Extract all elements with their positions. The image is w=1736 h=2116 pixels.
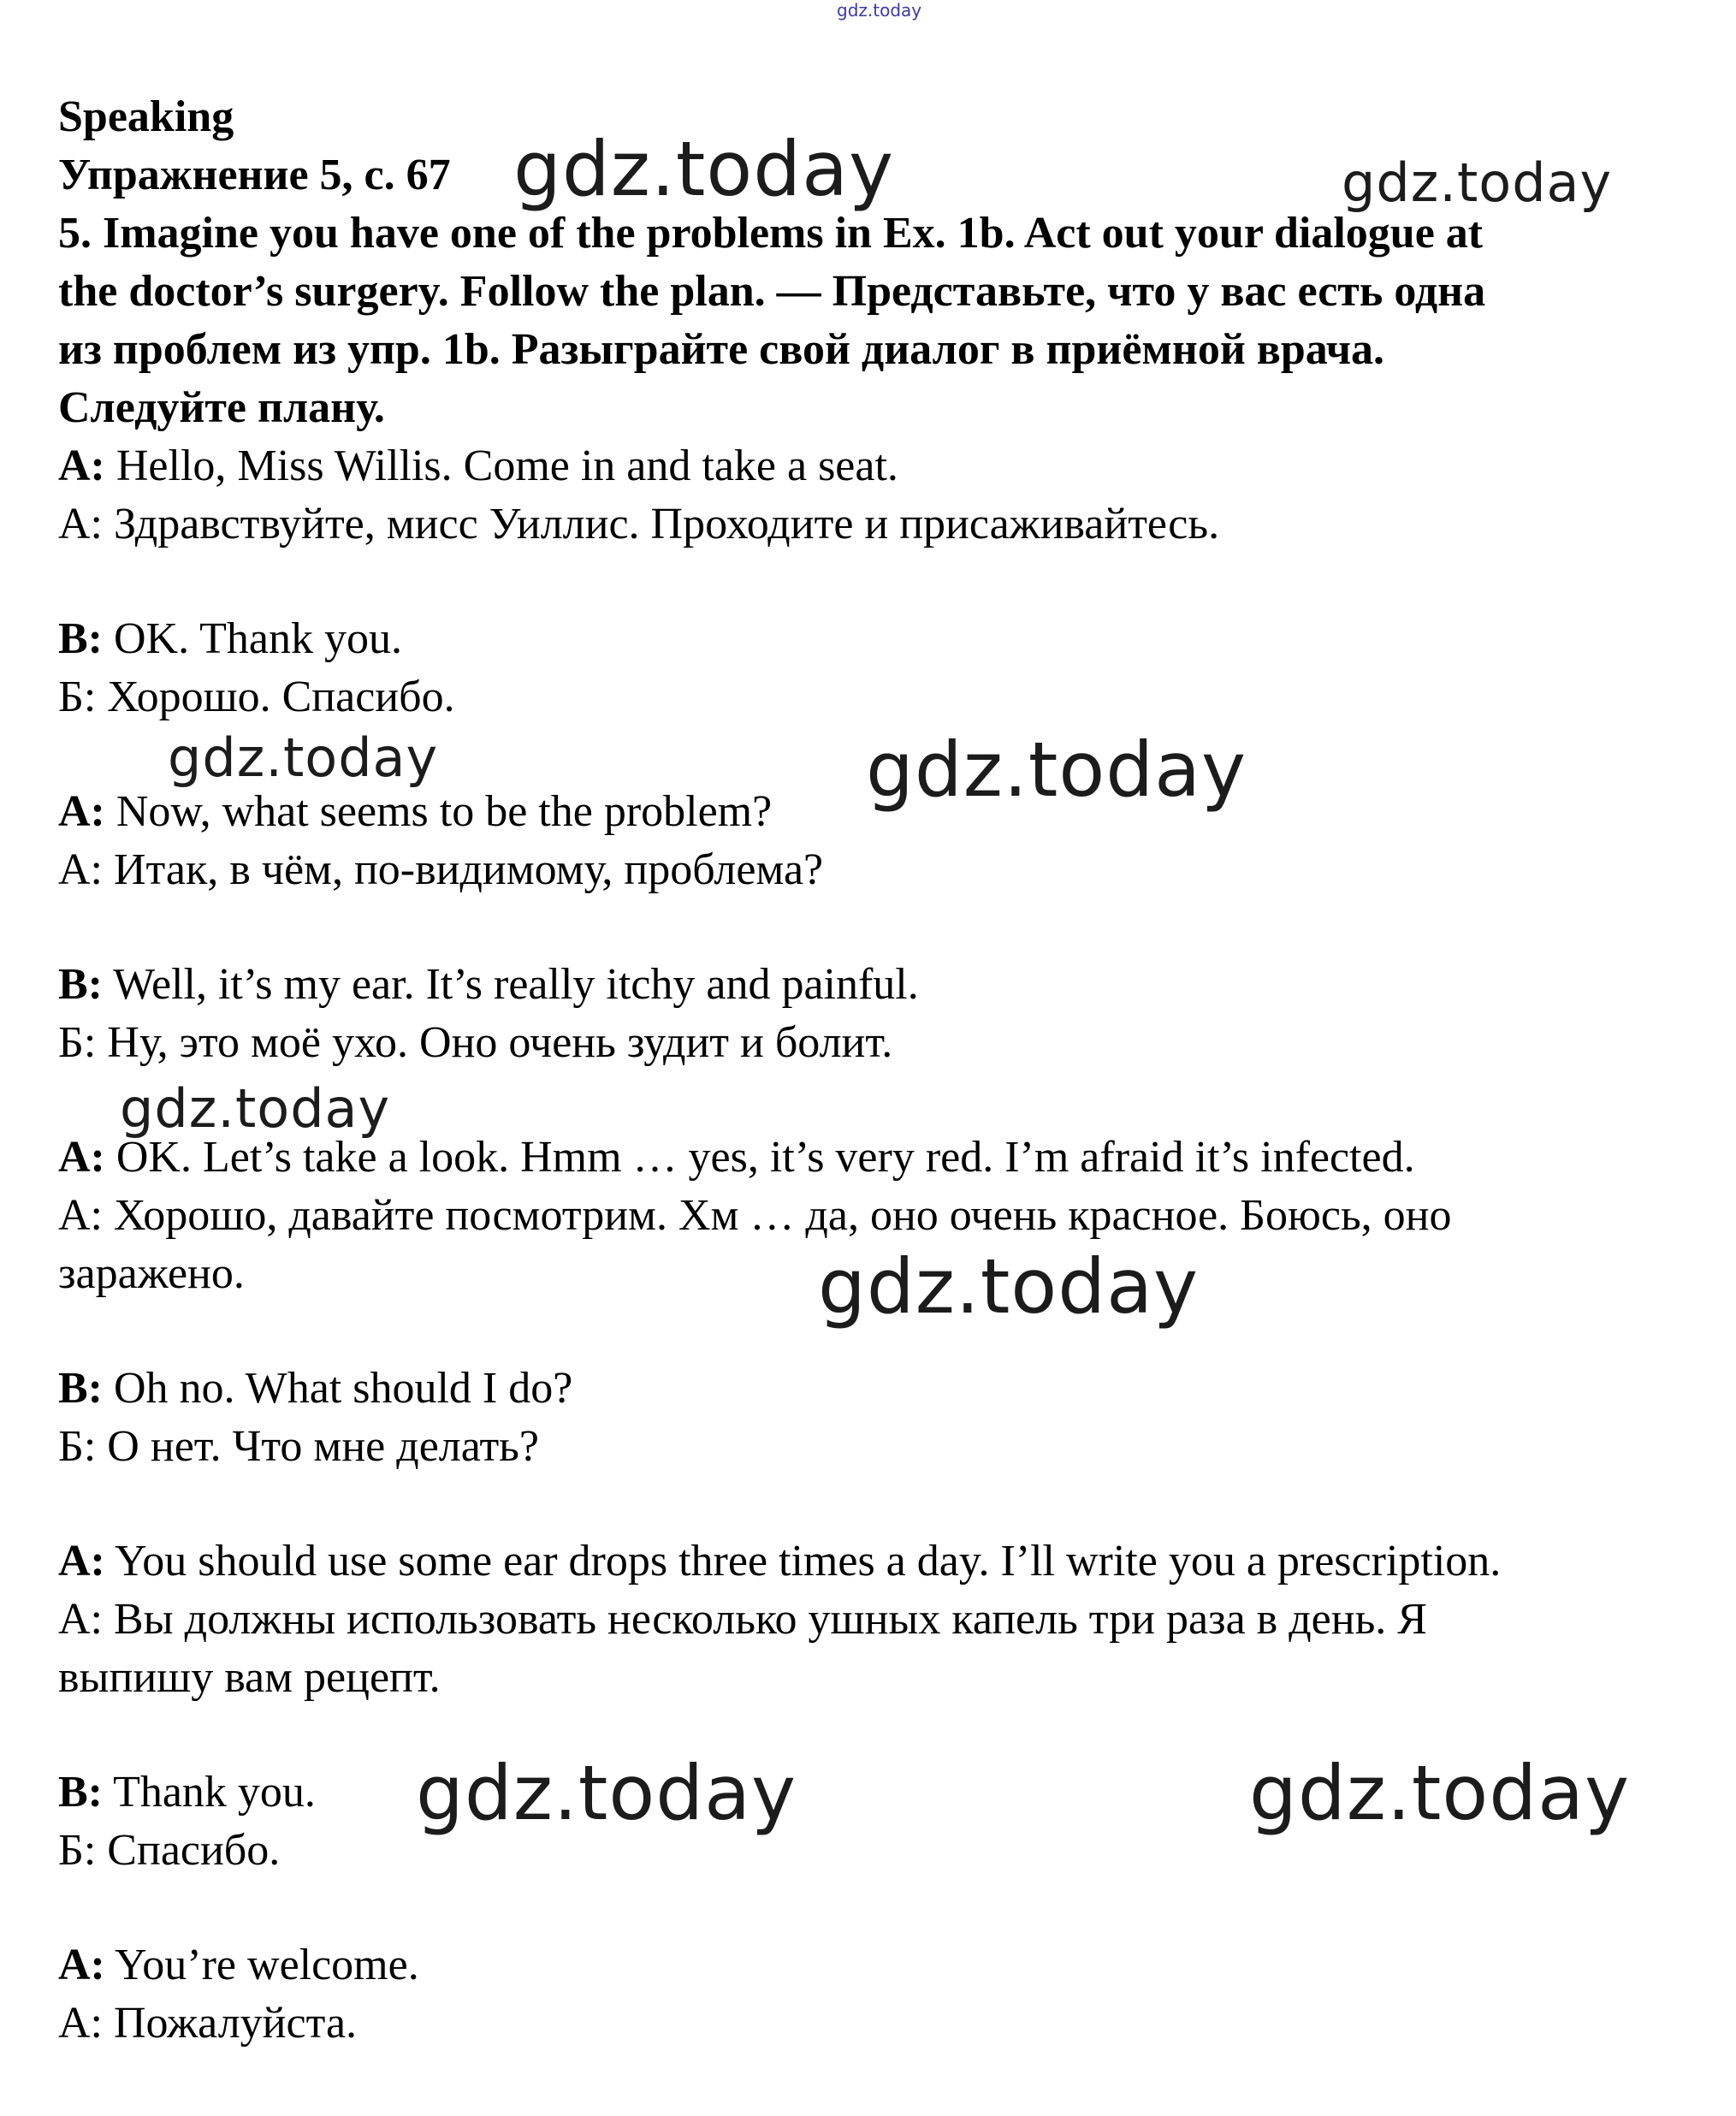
watermark: gdz.today bbox=[818, 1242, 1200, 1331]
watermark: gdz.today bbox=[866, 726, 1247, 814]
speaker-label: A: bbox=[58, 442, 105, 490]
dialogue-en-text: Now, what seems to be the problem? bbox=[116, 787, 773, 836]
speaker-label: A: bbox=[58, 1941, 105, 1989]
dialogue-turn-ru-cont: заражено. bbox=[58, 1249, 245, 1298]
watermark: gdz.today bbox=[1342, 151, 1613, 214]
dialogue-turn-ru: А: Итак, в чём, по-видимому, проблема? bbox=[58, 845, 824, 894]
dialogue-en-text: You should use some ear drops three times a day. I’ll write you a prescription. bbox=[114, 1537, 1502, 1586]
dialogue-en-text: OK. Thank you. bbox=[114, 614, 403, 663]
task-line-4: Следуйте плану. bbox=[58, 383, 385, 432]
dialogue-turn-en bbox=[58, 610, 1709, 668]
dialogue-en-text: Thank you. bbox=[113, 1768, 316, 1817]
dialogue-turn-ru: А: Вы должны использовать несколько ушных капель три раза в день. Я bbox=[58, 1595, 1427, 1644]
dialogue-en-text: Oh no. What should I do? bbox=[114, 1364, 573, 1413]
watermark: gdz.today bbox=[120, 1077, 391, 1140]
watermark: gdz.today bbox=[416, 1749, 797, 1837]
dialogue-turn-ru: Б: Ну, это моё ухо. Оно очень зудит и болит. bbox=[58, 1018, 893, 1067]
dialogue-turn-ru: Б: Хорошо. Спасибо. bbox=[58, 673, 455, 721]
dialogue-turn-ru: Б: О нет. Что мне делать? bbox=[58, 1422, 539, 1471]
dialogue-en-text: Well, it’s my ear. It’s really itchy and painful. bbox=[113, 960, 919, 1009]
watermark: gdz.today bbox=[1249, 1749, 1631, 1837]
dialogue-turn-en bbox=[58, 1936, 1709, 1994]
task-line-3: из проблем из упр. 1b. Разыграйте свой диалог в приёмной врача. bbox=[58, 325, 1385, 374]
dialogue-turn-ru: А: Пожалуйста. bbox=[58, 1999, 358, 2048]
dialogue-turn-ru: А: Хорошо, давайте посмотрим. Хм … да, оно очень красное. Боюсь, оно bbox=[58, 1191, 1452, 1240]
dialogue-en-text: Hello, Miss Willis. Come in and take a seat. bbox=[116, 442, 898, 490]
exercise-reference: Упражнение 5, с. 67 bbox=[58, 151, 451, 199]
watermark: gdz.today bbox=[513, 125, 895, 213]
speaker-label: A: bbox=[58, 1133, 105, 1182]
speaker-label: A: bbox=[58, 787, 105, 836]
speaker-label: A: bbox=[58, 1537, 105, 1586]
dialogue-en-text: OK. Let’s take a look. Hmm … yes, it’s very red. I’m afraid it’s infected. bbox=[116, 1133, 1415, 1182]
dialogue-turn-en bbox=[58, 1532, 1709, 1591]
speaker-label: B: bbox=[58, 614, 103, 663]
dialogue-turn-en bbox=[58, 437, 1709, 495]
watermark: gdz.today bbox=[168, 726, 439, 789]
dialogue-turn-ru: Б: Спасибо. bbox=[58, 1826, 281, 1875]
header-watermark: gdz.today bbox=[837, 0, 922, 21]
speaker-label: B: bbox=[58, 1364, 103, 1413]
task-line-2: the doctor’s surgery. Follow the plan. — Представьте, что у вас есть одна bbox=[58, 267, 1486, 316]
dialogue-turn-en bbox=[58, 1360, 1709, 1418]
dialogue-turn-ru: А: Здравствуйте, мисс Уиллис. Проходите и присаживайтесь. bbox=[58, 500, 1220, 548]
dialogue-en-text: You’re welcome. bbox=[114, 1941, 419, 1989]
dialogue-turn-ru-cont: выпишу вам рецепт. bbox=[58, 1653, 441, 1702]
speaker-label: B: bbox=[58, 1768, 103, 1817]
speaker-label: B: bbox=[58, 960, 103, 1009]
dialogue-turn-en bbox=[58, 956, 1709, 1014]
section-heading: Speaking bbox=[58, 92, 234, 141]
task-line-1: 5. Imagine you have one of the problems in Ex. 1b. Act out your dialogue at bbox=[58, 209, 1484, 258]
